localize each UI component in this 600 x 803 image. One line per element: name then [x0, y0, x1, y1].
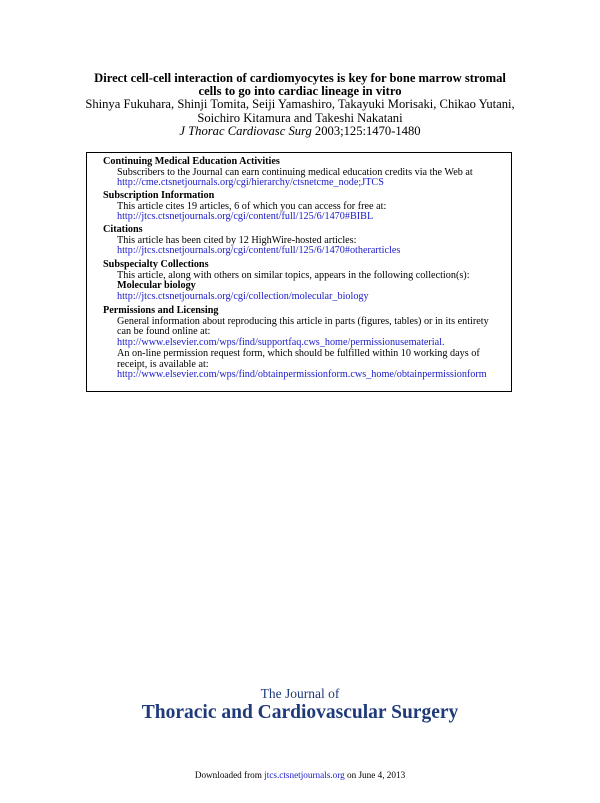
permissions-heading: Permissions and Licensing [103, 305, 219, 316]
permissions-text-2-line-1: An on-line permission request form, which should be fulfilled within 10 working days of [117, 347, 480, 359]
citations-heading: Citations [103, 224, 143, 235]
article-citation [0, 125, 600, 138]
journal-logo-line-2: Thoracic and Cardiovascular Surgery [141, 702, 459, 723]
permissions-text-1-line-2: can be found online at: [117, 326, 211, 338]
permissions-link-2[interactable]: http://www.elsevier.com/wps/find/obtainpermissionform.cws_home/obtainpermissionform [117, 369, 487, 381]
article-header [0, 72, 600, 138]
title-line-1: Direct cell-cell interaction of cardiomyocytes is key for bone marrow stromal [94, 71, 506, 85]
permissions-link-1[interactable]: http://www.elsevier.com/wps/find/supportfaq.cws_home/permissionusematerial. [117, 337, 445, 349]
subspecialty-text: This article, along with others on similar topics, appears in the following collection(s): [117, 269, 470, 281]
subscription-section [103, 190, 503, 223]
citations-section [103, 224, 503, 257]
article-authors [0, 98, 600, 125]
citations-text: This article has been cited by 12 HighWire-hosted articles: [117, 234, 357, 246]
permissions-text-2-line-2: receipt, is available at: [117, 358, 209, 370]
cme-link[interactable]: http://cme.ctsnetjournals.org/cgi/hierarchy/ctsnetcme_node;JTCS [117, 177, 384, 189]
article-info-box [86, 152, 512, 392]
subscription-heading: Subscription Information [103, 190, 215, 201]
subspecialty-link[interactable]: http://jtcs.ctsnetjournals.org/cgi/collection/molecular_biology [117, 291, 369, 303]
citation-details: 2003;125:1470-1480 [311, 124, 421, 138]
subscription-text: This article cites 19 articles, 6 of which you can access for free at: [117, 200, 387, 212]
subspecialty-heading: Subspecialty Collections [103, 259, 209, 270]
citations-link[interactable]: http://jtcs.ctsnetjournals.org/cgi/content/full/125/6/1470#otherarticles [117, 245, 401, 257]
cme-text: Subscribers to the Journal can earn continuing medical education credits via the Web at [117, 166, 473, 178]
subscription-link[interactable]: http://jtcs.ctsnetjournals.org/cgi/content/full/125/6/1470#BIBL [117, 211, 374, 223]
journal-name: J Thorac Cardiovasc Surg [179, 124, 312, 138]
article-title [0, 72, 600, 98]
journal-logo-line-1: The Journal of [260, 686, 340, 701]
download-footer [0, 770, 600, 780]
cme-heading: Continuing Medical Education Activities [103, 156, 280, 167]
subspecialty-section [103, 259, 503, 303]
authors-line-1: Shinya Fukuhara, Shinji Tomita, Seiji Yamashiro, Takayuki Morisaki, Chikao Yutani, [85, 97, 515, 111]
journal-logo [0, 686, 600, 724]
cme-section [103, 156, 503, 189]
footer-suffix: on June 4, 2013 [344, 770, 406, 780]
collection-name: Molecular biology [117, 280, 196, 292]
footer-link[interactable]: jtcs.ctsnetjournals.org [264, 770, 345, 780]
authors-line-2: Soichiro Kitamura and Takeshi Nakatani [197, 110, 403, 125]
permissions-section [103, 305, 503, 381]
footer-prefix: Downloaded from [194, 770, 265, 780]
permissions-text-1-line-1: General information about reproducing this article in parts (figures, tables) or in its entirety [117, 315, 489, 327]
title-line-2: cells to go into cardiac lineage in vitro [198, 84, 402, 98]
